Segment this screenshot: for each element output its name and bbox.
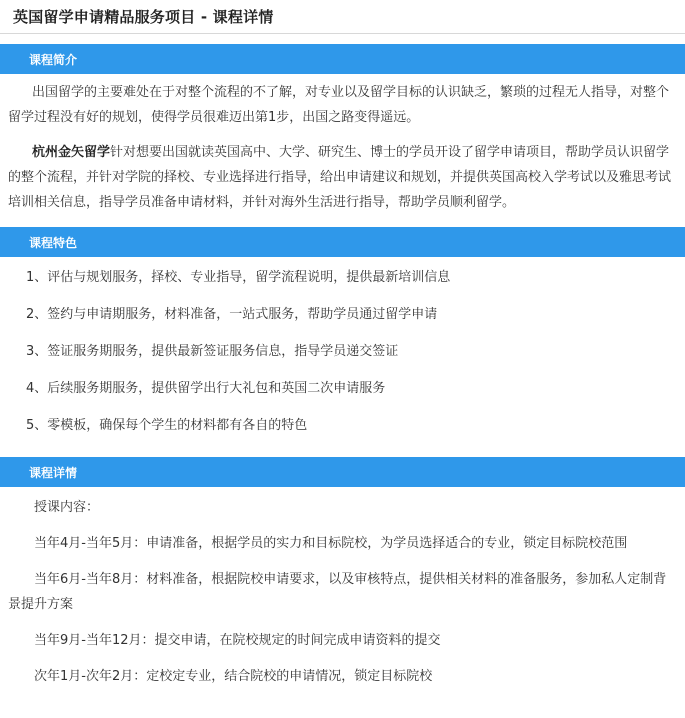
feature-item-1: 1、评估与规划服务，择校、专业指导，留学流程说明，提供最新培训信息 <box>26 270 451 285</box>
section-header-intro-label: 课程简介 <box>29 52 78 67</box>
title-bar <box>0 0 685 34</box>
brand-name: 杭州金矢留学 <box>32 145 111 160</box>
intro-paragraph-1: 出国留学的主要难处在于对整个流程的不了解，对专业以及留学目标的认识缺乏，繁琐的过程无人指导，对整个留学过程没有好的规划，使得学员很难迈出第1步，出国之路变得遥远。 <box>8 85 670 125</box>
section-header-details-label: 课程详情 <box>29 465 78 480</box>
section-body-details <box>0 495 685 689</box>
intro-paragraph-2-text: 针对想要出国就读英国高中、大学、研究生、博士的学员开设了留学申请项目，帮助学员认识留学的整个流程，并针对学院的择校、专业选择进行指导，给出申请建议和规划，并提供英国高校入学考试以及雅思考试培训相关信息，指导学员准备申请材料，并针对海外生活进行指导，帮助学员顺利留学。 <box>8 145 672 210</box>
section-header-features <box>0 227 685 257</box>
section-body-intro <box>0 80 685 215</box>
feature-item-4: 4、后续服务期服务，提供留学出行大礼包和英国二次申请服务 <box>26 381 386 396</box>
details-intro: 授课内容： <box>34 500 100 515</box>
details-line-1: 当年4月-当年5月：申请准备，根据学员的实力和目标院校，为学员选择适合的专业，锁定目标院校范围 <box>34 536 628 551</box>
feature-item-3: 3、签证服务期服务，提供最新签证服务信息，指导学员递交签证 <box>26 344 399 359</box>
details-line-4: 次年1月-次年2月：定校定专业，结合院校的申请情况，锁定目标院校 <box>34 669 433 684</box>
details-line-2: 当年6月-当年8月：材料准备，根据院校申请要求，以及审核特点，提供相关材料的准备服务，参加私人定制背景提升方案 <box>8 572 667 612</box>
feature-list <box>0 257 685 444</box>
section-header-features-label: 课程特色 <box>29 235 78 250</box>
intro-paragraph-2 <box>8 140 677 215</box>
section-header-details <box>0 457 685 487</box>
section-header-intro <box>0 44 685 74</box>
feature-item-2: 2、签约与申请期服务，材料准备，一站式服务，帮助学员通过留学申请 <box>26 307 438 322</box>
details-line-3: 当年9月-当年12月：提交申请，在院校规定的时间完成申请资料的提交 <box>34 633 441 648</box>
page-title: 英国留学申请精品服务项目 - 课程详情 <box>13 8 274 26</box>
feature-item-5: 5、零模板，确保每个学生的材料都有各自的特色 <box>26 418 308 433</box>
